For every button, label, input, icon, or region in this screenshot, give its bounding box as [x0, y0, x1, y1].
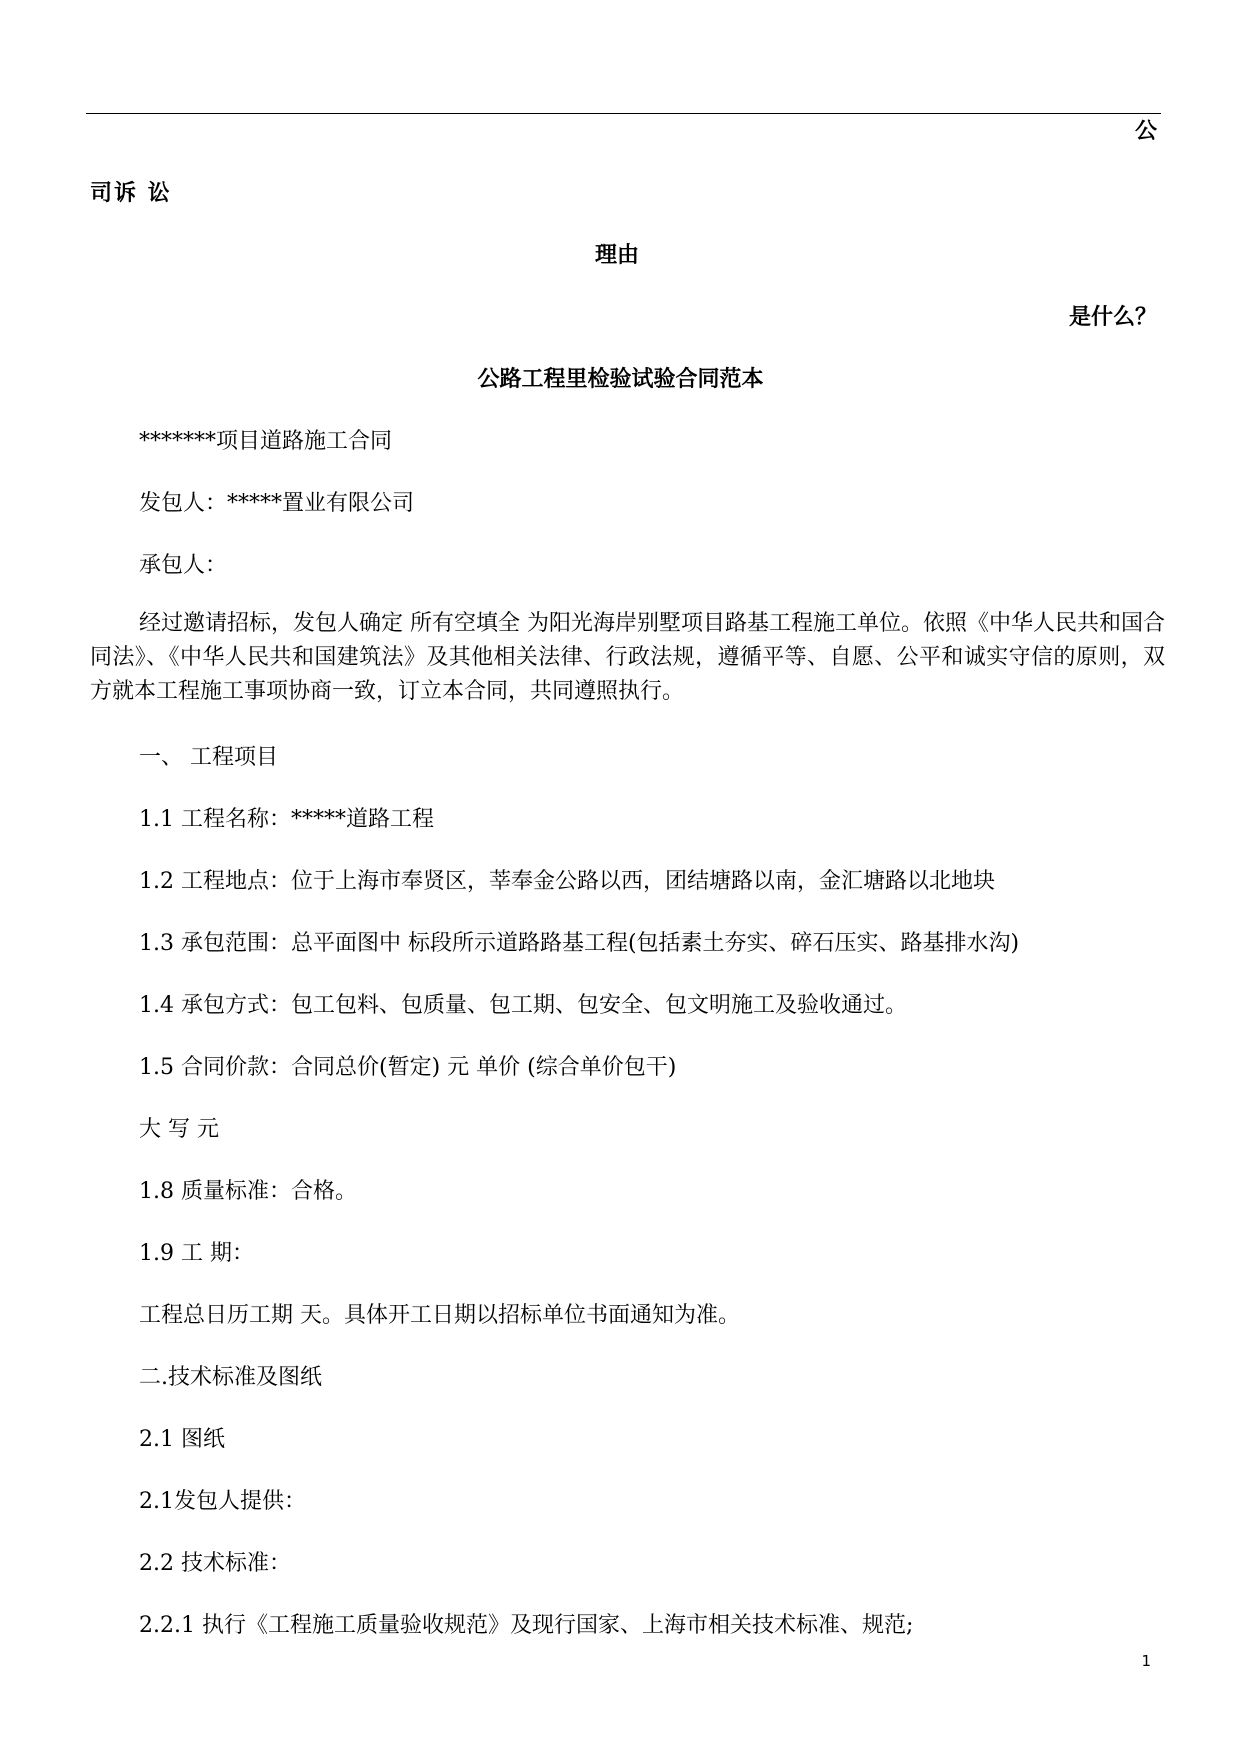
item-1-4: 1.4 承包方式：包工包料、包质量、包工期、包安全、包文明施工及验收通过。	[139, 993, 907, 1018]
item-2-1-sub: 2.1发包人提供：	[139, 1489, 306, 1514]
header-text-sisong: 司诉 讼	[90, 181, 172, 206]
intro-paragraph: 经过邀请招标，发包人确定 所有空填全 为阳光海岸别墅项目路基工程施工单位。依照《中华人民共和国合同法》、《中华人民共和国建筑法》及其他相关法律、行政法规，遵循平等、自愿、公平和诚实守信的原则，双方就本工程施工事项协商一致，订立本合同，共同遵照执行。	[90, 611, 1165, 704]
section-1-heading: 一、 工程项目	[139, 745, 278, 770]
item-2-2: 2.2 技术标准：	[139, 1551, 291, 1576]
project-line: *******项目道路施工合同	[139, 429, 393, 454]
employer-line: 发包人：*****置业有限公司	[139, 491, 415, 516]
item-2-1: 2.1 图纸	[139, 1427, 225, 1452]
section-2-heading: 二.技术标准及图纸	[139, 1365, 322, 1390]
header-text-liyou: 理由	[595, 243, 640, 268]
item-1-2: 1.2 工程地点：位于上海市奉贤区，莘奉金公路以西，团结塘路以南，金汇塘路以北地块	[139, 869, 995, 894]
header-text-gong: 公	[1134, 119, 1157, 144]
daxie-line: 大 写 元	[139, 1117, 219, 1142]
contractor-line: 承包人：	[139, 553, 228, 578]
item-2-2-1: 2.2.1 执行《工程施工质量验收规范》及现行国家、上海市相关技术标准、规范;	[139, 1613, 914, 1638]
item-1-9: 1.9 工 期：	[139, 1241, 254, 1266]
item-1-5: 1.5 合同价款：合同总价(暂定) 元 单价 (综合单价包干)	[139, 1055, 677, 1080]
page-number: 1	[1141, 1652, 1151, 1670]
header-rule	[86, 113, 1161, 114]
document-title: 公路工程里检验试验合同范本	[477, 367, 764, 392]
duration-line: 工程总日历工期 天。具体开工日期以招标单位书面通知为准。	[139, 1303, 740, 1328]
item-1-8: 1.8 质量标准：合格。	[139, 1179, 357, 1204]
item-1-1: 1.1 工程名称：*****道路工程	[139, 807, 434, 832]
header-text-shishenme: 是什么？	[1068, 305, 1157, 330]
item-1-3: 1.3 承包范围：总平面图中 标段所示道路路基工程(包括素土夯实、碎石压实、路基排水沟)	[139, 931, 1020, 956]
